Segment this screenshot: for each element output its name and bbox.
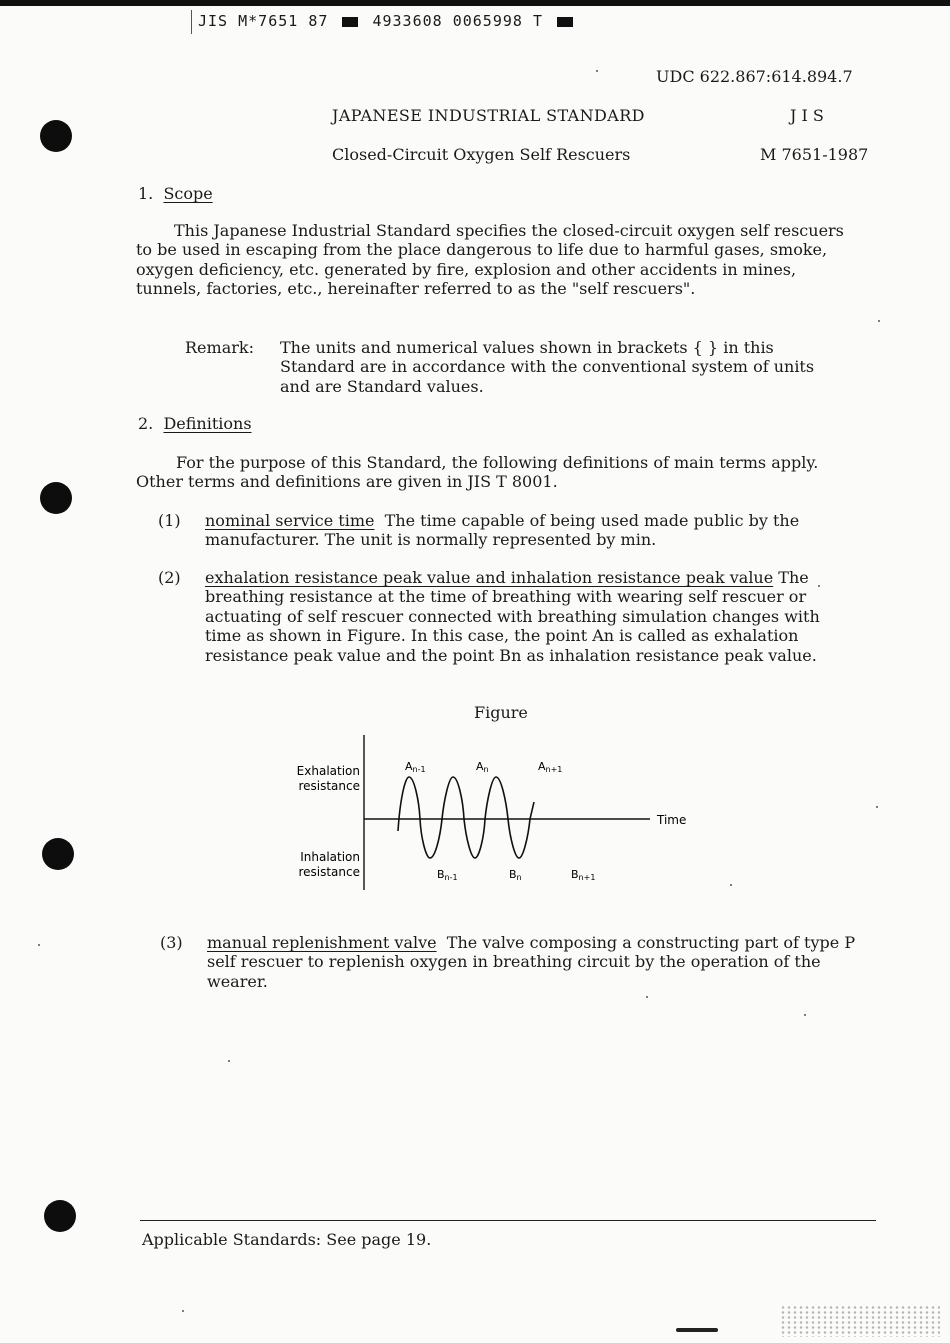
- scan-speck: [804, 1014, 806, 1016]
- scope-paragraph: This Japanese Industrial Standard specifies the closed-circuit oxygen self rescuers to be used in escaping from the place dangerous to life due to harmful gases, smoke, oxygen deficiency, etc. generated by fire, explosion and other accidents in mines, tunnels, factories, etc., hereinafter referred to as the "self rescuers".: [136, 221, 844, 299]
- inhalation-label-line2: resistance: [298, 865, 360, 879]
- section-1-heading: [138, 184, 213, 203]
- inhalation-label-line1: Inhalation: [300, 850, 360, 864]
- definition-term: manual replenishment valve: [207, 933, 437, 952]
- scan-speck: [730, 884, 732, 886]
- scan-speck: [596, 70, 598, 72]
- footer-rule: [140, 1220, 876, 1221]
- figure-caption: Figure: [474, 703, 528, 722]
- remark-text: The units and numerical values shown in brackets { } in this Standard are in accordance with the conventional system of units and are Standard values.: [280, 338, 815, 396]
- definitions-intro: For the purpose of this Standard, the following definitions of main terms apply. Other terms and definitions are given in JIS T 8001.: [136, 453, 819, 492]
- time-label: Time: [657, 813, 687, 827]
- definition-item-2: [205, 568, 855, 665]
- exhalation-label-line1: Exhalation: [296, 764, 360, 778]
- definition-text: The valve composing a constructing part of type P self rescuer to replenish oxygen in breathing circuit by the operation of the wearer.: [207, 933, 856, 991]
- scan-speck: [228, 1060, 230, 1062]
- peak-label-a: An+1: [538, 760, 563, 774]
- stamp-right: 4933608 0065998 T: [372, 12, 543, 30]
- trough-label-b: Bn+1: [571, 868, 596, 882]
- scan-speck: [878, 320, 880, 322]
- stamp-block-mark: [557, 17, 573, 27]
- udc-code: UDC 622.867:614.894.7: [656, 67, 853, 86]
- stamp-block-mark: [342, 17, 358, 27]
- definition-text: The breathing resistance at the time of breathing with wearing self rescuer or actuating of self rescuer connected with breathing simulation changes with time as shown in Figure. In this case, the point An is called as exhalation resistance peak value and the point Bn as inhalation resistance peak value.: [205, 568, 820, 665]
- scan-noise: [780, 1305, 940, 1337]
- definition-text: The time capable of being used made public by the manufacturer. The unit is normally represented by min.: [205, 511, 800, 550]
- page-top-edge: [0, 0, 950, 6]
- definition-item-1: [205, 511, 845, 550]
- binder-hole: [44, 1200, 76, 1232]
- stamp-left: JIS M*7651 87: [198, 12, 329, 30]
- definition-term: exhalation resistance peak value and inhalation resistance peak value: [205, 568, 774, 587]
- scan-speck: [182, 1310, 184, 1312]
- standard-number: M 7651-1987: [760, 145, 869, 164]
- scan-mark: [676, 1328, 718, 1332]
- scan-speck: [646, 996, 648, 998]
- scan-speck: [38, 944, 40, 946]
- binder-hole: [40, 482, 72, 514]
- scan-speck: [818, 585, 820, 587]
- microfilm-stamp: [191, 10, 577, 34]
- footer-note: Applicable Standards: See page 19.: [142, 1230, 432, 1249]
- peak-label-a: An: [476, 760, 489, 774]
- binder-hole: [42, 838, 74, 870]
- definition-item-3: [207, 933, 867, 991]
- section-number: 2.: [138, 414, 154, 433]
- definition-term: nominal service time: [205, 511, 375, 530]
- remark-label: Remark:: [185, 338, 254, 357]
- resistance-waveform: [398, 777, 534, 858]
- trough-label-b: Bn-1: [437, 868, 458, 882]
- section-title: Scope: [163, 184, 213, 203]
- section-number: 1.: [138, 184, 154, 203]
- definition-number: (3): [160, 933, 183, 952]
- scan-speck: [876, 806, 878, 808]
- section-title: Definitions: [163, 414, 252, 433]
- standard-label: JAPANESE INDUSTRIAL STANDARD: [332, 106, 645, 125]
- section-2-heading: [138, 414, 252, 433]
- definition-number: (1): [158, 511, 181, 530]
- definition-number: (2): [158, 568, 181, 587]
- trough-label-b: Bn: [509, 868, 522, 882]
- breathing-resistance-figure: [280, 730, 720, 900]
- exhalation-label-line2: resistance: [298, 779, 360, 793]
- jis-mark: J I S: [790, 106, 824, 125]
- binder-hole: [40, 120, 72, 152]
- document-title: Closed-Circuit Oxygen Self Rescuers: [332, 145, 631, 164]
- peak-label-a: An-1: [405, 760, 426, 774]
